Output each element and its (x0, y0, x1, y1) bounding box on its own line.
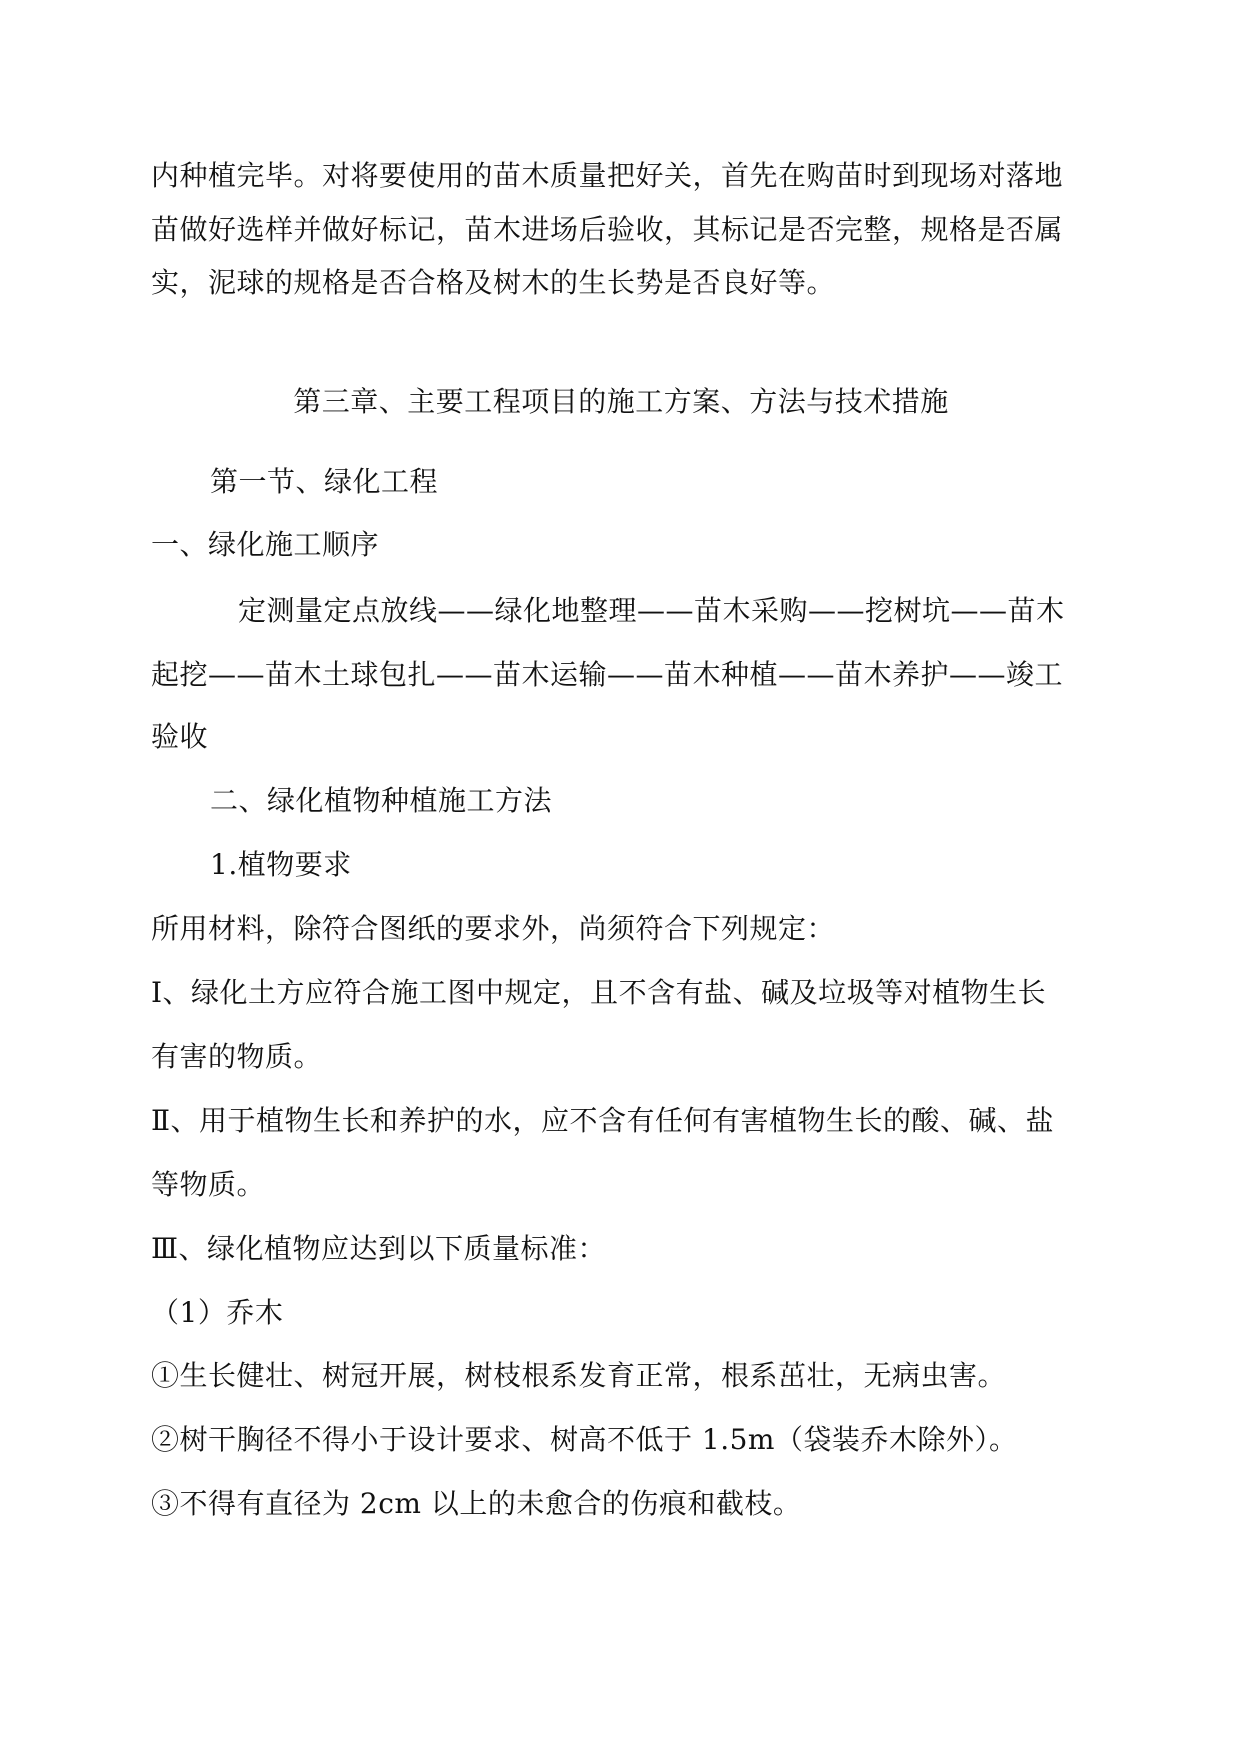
sequence-line-2: 起挖——苗木土球包扎——苗木运输——苗木种植——苗木养护——竣工 (151, 658, 1064, 691)
tree-point-1: ①生长健壮、树冠开展，树枝根系发育正常，根系茁壮，无病虫害。 (151, 1359, 1007, 1392)
sequence-line-3: 验收 (151, 720, 209, 753)
intro-line-1: 内种植完毕。对将要使用的苗木质量把好关，首先在购苗时到现场对落地 (151, 159, 1064, 192)
chapter-title: 第三章、主要工程项目的施工方案、方法与技术措施 (293, 385, 949, 418)
intro-line-2: 苗做好选样并做好标记，苗木进场后验收，其标记是否完整，规格是否属 (151, 213, 1064, 246)
rule2-line-1: Ⅱ、用于植物生长和养护的水，应不含有任何有害植物生长的酸、碱、盐 (151, 1104, 1055, 1137)
materials-intro: 所用材料，除符合图纸的要求外，尚须符合下列规定： (151, 912, 836, 945)
tree-point-3: ③不得有直径为 2cm 以上的未愈合的伤痕和截枝。 (151, 1487, 802, 1520)
rule1-line-2: 有害的物质。 (151, 1040, 323, 1073)
sequence-line-1: 定测量定点放线——绿化地整理——苗木采购——挖树坑——苗木 (238, 594, 1065, 627)
item2-title: 二、绿化植物种植施工方法 (210, 784, 553, 817)
section-title: 第一节、绿化工程 (210, 465, 439, 498)
tree-title: （1）乔木 (151, 1296, 284, 1329)
rule1-line-1: Ⅰ、绿化土方应符合施工图中规定，且不含有盐、碱及垃圾等对植物生长 (151, 976, 1047, 1009)
intro-line-3: 实，泥球的规格是否合格及树木的生长势是否良好等。 (151, 266, 836, 299)
rule3: Ⅲ、绿化植物应达到以下质量标准： (151, 1232, 607, 1265)
item1-title: 一、绿化施工顺序 (151, 528, 380, 561)
sub1-title: 1.植物要求 (210, 848, 352, 881)
tree-point-2: ②树干胸径不得小于设计要求、树高不低于 1.5m（袋装乔木除外）。 (151, 1423, 1018, 1456)
rule2-line-2: 等物质。 (151, 1168, 266, 1201)
